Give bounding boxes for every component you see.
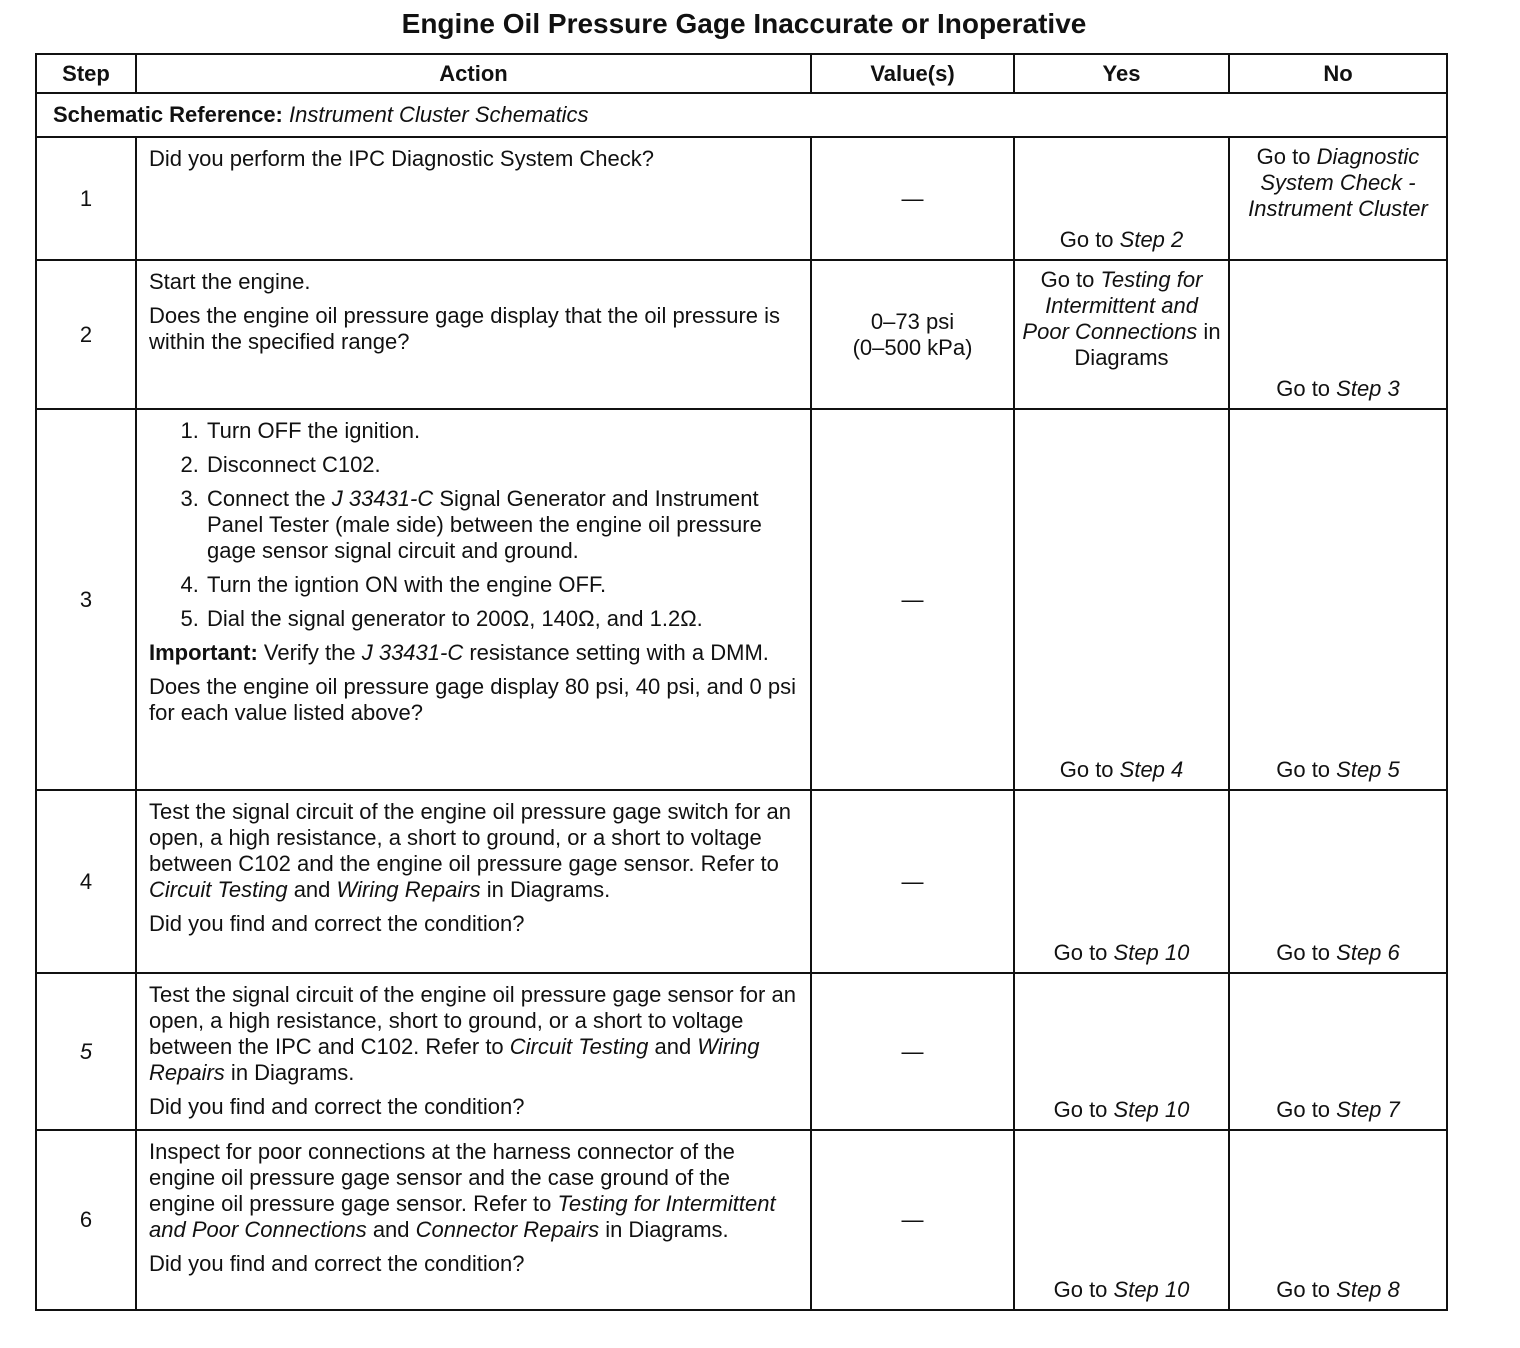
no-prefix: Go to	[1276, 1277, 1337, 1302]
no-cell	[1229, 973, 1447, 1130]
action-text: Did you perform the IPC Diagnostic System Check?	[149, 146, 654, 171]
header-row	[36, 54, 1447, 93]
reference-link[interactable]: Connector Repairs	[415, 1217, 600, 1242]
action-cell	[136, 260, 811, 409]
action-question: Did you find and correct the condition?	[149, 1251, 525, 1276]
reference-link[interactable]: Circuit Testing	[149, 877, 288, 902]
table-row	[36, 409, 1447, 790]
value-kpa: (0–500 kPa)	[852, 334, 973, 360]
reference-link[interactable]: Circuit Testing	[509, 1034, 649, 1059]
value-cell: —	[811, 790, 1014, 973]
yes-cell	[1014, 260, 1229, 409]
yes-prefix: Go to	[1059, 757, 1120, 782]
no-link[interactable]: Step 8	[1336, 1277, 1400, 1302]
action-question: Does the engine oil pressure gage display 80 psi, 40 psi, and 0 psi for each value listed above?	[149, 674, 796, 725]
yes-cell	[1014, 409, 1229, 790]
value-cell: —	[811, 137, 1014, 260]
no-cell	[1229, 137, 1447, 260]
yes-link[interactable]: Step 2	[1119, 227, 1184, 252]
action-question: Does the engine oil pressure gage display that the oil pressure is within the specified range?	[149, 303, 781, 354]
yes-prefix: Go to	[1053, 940, 1114, 965]
yes-prefix: Go to	[1040, 267, 1101, 292]
no-cell	[1229, 790, 1447, 973]
action-cell	[136, 137, 811, 260]
tool-link[interactable]: J 33431-C	[361, 640, 464, 665]
yes-cell	[1014, 1130, 1229, 1310]
table-row	[36, 1130, 1447, 1310]
no-cell	[1229, 409, 1447, 790]
step-number: 2	[36, 260, 136, 409]
value-psi: 0–73 psi	[870, 308, 955, 334]
header-no: No	[1229, 54, 1447, 93]
no-link[interactable]: Step 3	[1336, 376, 1400, 401]
action-question: Did you find and correct the condition?	[149, 911, 525, 936]
value-cell	[811, 260, 1014, 409]
schematic-row	[36, 93, 1447, 137]
step-number: 5	[36, 973, 136, 1130]
table-row	[36, 137, 1447, 260]
action-text: Test the signal circuit of the engine oil pressure gage switch for an open, a high resistance, a short to ground, or a short to voltage between C102 and the engine oil pressure gage sensor. Refer to Circuit Testing and Wiring Repairs in Diagrams.	[149, 799, 792, 902]
header-step: Step	[36, 54, 136, 93]
step-number: 4	[36, 790, 136, 973]
no-prefix: Go to	[1256, 144, 1317, 169]
no-prefix: Go to	[1276, 940, 1337, 965]
no-cell	[1229, 260, 1447, 409]
yes-link[interactable]: Step 10	[1113, 1277, 1190, 1302]
value-cell: —	[811, 973, 1014, 1130]
list-item: 1. Turn OFF the ignition.	[205, 418, 800, 444]
action-cell	[136, 1130, 811, 1310]
yes-link[interactable]: Step 10	[1113, 940, 1190, 965]
header-values: Value(s)	[811, 54, 1014, 93]
value-cell: —	[811, 409, 1014, 790]
table-row	[36, 260, 1447, 409]
action-text: Inspect for poor connections at the harness connector of the engine oil pressure gage sensor and the case ground of the engine oil pressure gage sensor. Refer to Testing for Intermittent and Poor Connections and Connector Repairs in Diagrams.	[149, 1139, 776, 1242]
header-action: Action	[136, 54, 811, 93]
no-link[interactable]: Diagnostic System Check - Instrument Cluster	[1248, 144, 1428, 221]
step-number: 1	[36, 137, 136, 260]
yes-cell	[1014, 137, 1229, 260]
yes-cell	[1014, 790, 1229, 973]
list-item: 4. Turn the igntion ON with the engine OFF.	[205, 572, 800, 598]
action-cell	[136, 790, 811, 973]
action-cell	[136, 973, 811, 1130]
reference-link[interactable]: Wiring Repairs	[336, 877, 481, 902]
no-link[interactable]: Step 5	[1336, 757, 1400, 782]
list-item: 2. Disconnect C102.	[205, 452, 800, 478]
diagnostic-table	[35, 53, 1448, 1311]
table-row	[36, 790, 1447, 973]
yes-link[interactable]: Step 4	[1119, 757, 1184, 782]
yes-cell	[1014, 973, 1229, 1130]
list-item: 5. Dial the signal generator to 200Ω, 140Ω, and 1.2Ω.	[205, 606, 800, 632]
no-link[interactable]: Step 7	[1336, 1097, 1400, 1122]
no-prefix: Go to	[1276, 376, 1337, 401]
action-question: Did you find and correct the condition?	[149, 1094, 525, 1119]
important-note: Important: Verify the J 33431-C resistance setting with a DMM.	[149, 640, 769, 665]
yes-link[interactable]: Testing for Intermittent and Poor Connections	[1022, 267, 1203, 344]
page-title: Engine Oil Pressure Gage Inaccurate or Inoperative	[401, 8, 1087, 39]
value-cell: —	[811, 1130, 1014, 1310]
no-prefix: Go to	[1276, 757, 1337, 782]
tool-link[interactable]: J 33431-C	[331, 486, 434, 511]
procedure-list	[149, 418, 800, 632]
schematic-reference	[36, 93, 1447, 137]
yes-link[interactable]: Step 10	[1113, 1097, 1190, 1122]
step-number: 3	[36, 409, 136, 790]
yes-suffix: in Diagrams	[1074, 319, 1221, 370]
schematic-label: Schematic Reference:	[53, 102, 283, 127]
header-yes: Yes	[1014, 54, 1229, 93]
yes-prefix: Go to	[1053, 1277, 1114, 1302]
action-text: Test the signal circuit of the engine oil pressure gage sensor for an open, a high resistance, short to ground, or a short to voltage between the IPC and C102. Refer to Circuit Testing and Wiring Repairs in Diagrams.	[149, 982, 796, 1085]
no-link[interactable]: Step 6	[1336, 940, 1400, 965]
no-prefix: Go to	[1276, 1097, 1337, 1122]
action-cell	[136, 409, 811, 790]
reference-link[interactable]: Testing for Intermittent and Poor Connections	[149, 1191, 776, 1242]
reference-link[interactable]: Wiring Repairs	[149, 1034, 760, 1085]
no-cell	[1229, 1130, 1447, 1310]
schematic-link[interactable]: Instrument Cluster Schematics	[289, 102, 589, 127]
table-row	[36, 973, 1447, 1130]
action-text: Start the engine.	[149, 269, 311, 294]
yes-prefix: Go to	[1053, 1097, 1114, 1122]
step-number: 6	[36, 1130, 136, 1310]
yes-prefix: Go to	[1059, 227, 1120, 252]
list-item: 3. Connect the J 33431-C Signal Generator and Instrument Panel Tester (male side) between the engine oil pressure gage sensor signal circuit and ground.	[205, 486, 800, 564]
